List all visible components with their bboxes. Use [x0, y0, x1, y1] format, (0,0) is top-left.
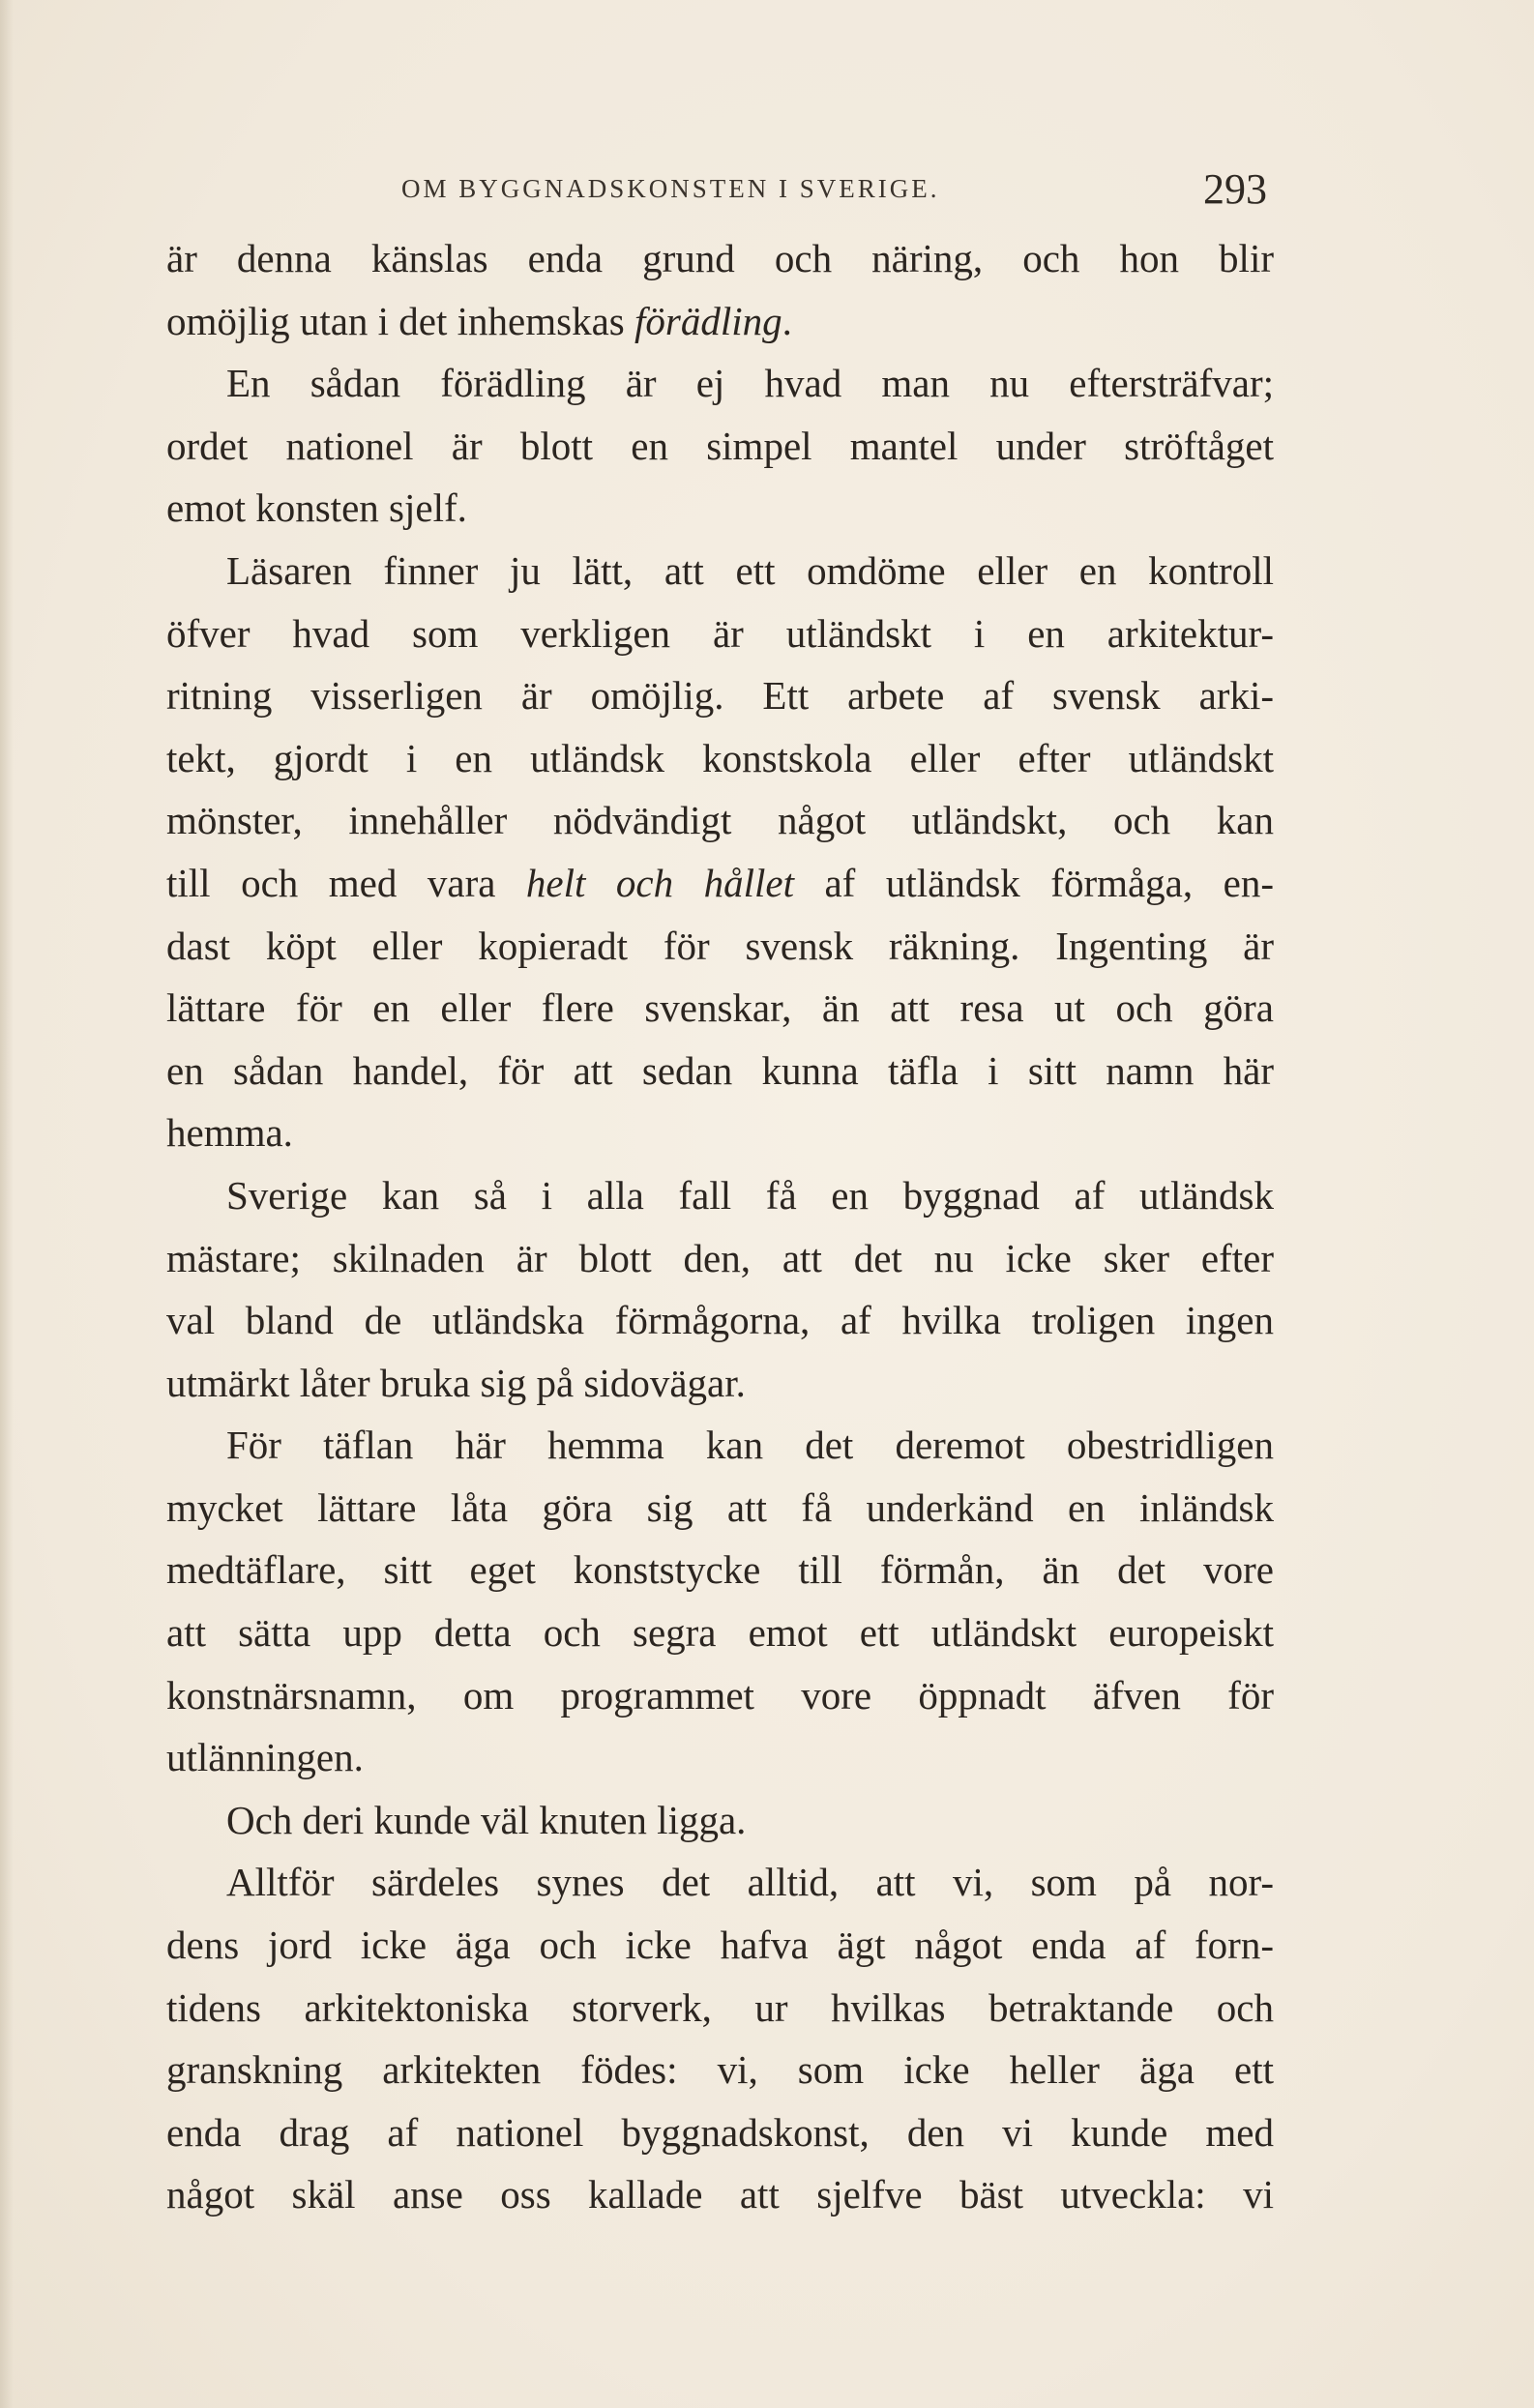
- text-span: För täflan här hemma kan det deremot obestridligen: [226, 1423, 1274, 1468]
- body-text: [166, 227, 1274, 2226]
- text-span: att sätta upp detta och segra emot ett utländskt europeiskt: [166, 1610, 1274, 1656]
- text-line: [166, 1977, 1274, 2040]
- text-span: konstnärsnamn, om programmet vore öppnadt äfven för: [166, 1672, 1274, 1718]
- text-span: är denna känslas enda grund och näring, och hon blir: [166, 236, 1274, 280]
- text-span: Alltför särdeles synes det alltid, att vi, som på nor-: [226, 1860, 1274, 1905]
- text-span: mycket lättare låta göra sig att få underkänd en inländsk: [166, 1484, 1274, 1530]
- text-span: omöjlig utan i det inhemskas: [166, 298, 634, 343]
- text-span: Läsaren finner ju lätt, att ett omdöme eller en kontroll: [226, 547, 1274, 593]
- text-span: granskning arkitekten födes: vi, som icke heller äga ett: [166, 2047, 1274, 2093]
- page-gutter-shadow: [0, 0, 14, 2408]
- text-span: en sådan handel, för att sedan kunna täfla i sitt namn här: [166, 1047, 1274, 1093]
- text-line: [166, 1101, 1274, 1164]
- running-title: OM BYGGNADSKONSTEN I SVERIGE.: [401, 174, 940, 203]
- text-line: [166, 2163, 1274, 2226]
- page-number: 293: [1203, 165, 1267, 213]
- text-line: [166, 1851, 1274, 1914]
- text-line: [166, 1601, 1274, 1664]
- text-span: hemma.: [166, 1110, 293, 1156]
- text-line: [166, 477, 1274, 540]
- text-line: [166, 2039, 1274, 2101]
- text-line: [166, 1227, 1274, 1290]
- text-line: [166, 1789, 1274, 1852]
- text-span: lättare för en eller flere svenskar, än att resa ut och göra: [166, 985, 1274, 1031]
- text-span: ritning visserligen är omöjlig. Ett arbete af svensk arki-: [166, 673, 1274, 719]
- text-line: [166, 664, 1274, 727]
- text-span: enda drag af nationel byggnadskonst, den vi kunde med: [166, 2109, 1274, 2155]
- text-span: En sådan förädling är ej hvad man nu eftersträfvar;: [226, 361, 1274, 406]
- text-line: [166, 1726, 1274, 1789]
- italic-phrase: förädling: [634, 298, 782, 343]
- text-span: dast köpt eller kopieradt för svensk räkning. Ingenting är: [166, 923, 1274, 968]
- text-span: öfver hvad som verkligen är utländskt i en arkitektur-: [166, 610, 1274, 656]
- text-line: [166, 1040, 1274, 1102]
- text-line: [166, 1352, 1274, 1415]
- text-span: tekt, gjordt i en utländsk konstskola eller efter utländskt: [166, 735, 1274, 780]
- text-span: Och deri kunde väl knuten ligga.: [226, 1797, 747, 1842]
- text-line: [166, 415, 1274, 478]
- text-line: [166, 2101, 1274, 2164]
- text-span: .: [782, 298, 792, 343]
- text-span: mästare; skilnaden är blott den, att det nu icke sker efter: [166, 1235, 1274, 1280]
- text-line: [166, 1664, 1274, 1727]
- text-span: mönster, innehåller nödvändigt något utländskt, och kan: [166, 798, 1274, 843]
- text-span: af utländsk förmåga, en-: [793, 860, 1274, 905]
- text-line: [166, 789, 1274, 852]
- text-line: [166, 290, 1274, 353]
- text-span: emot konsten sjelf.: [166, 485, 467, 531]
- text-span: val bland de utländska förmågorna, af hvilka troligen ingen: [166, 1298, 1274, 1343]
- text-line: [166, 915, 1274, 978]
- italic-phrase: helt och hållet: [525, 860, 794, 905]
- text-line: [166, 852, 1274, 915]
- text-line: [166, 540, 1274, 602]
- text-line: [166, 227, 1274, 290]
- text-span: medtäflare, sitt eget konststycke till förmån, än det vore: [166, 1547, 1274, 1593]
- text-span: Sverige kan så i alla fall få en byggnad af utländsk: [226, 1172, 1274, 1218]
- text-span: något skäl anse oss kallade att sjelfve bäst utveckla: vi: [166, 2172, 1274, 2217]
- text-line: [166, 352, 1274, 415]
- text-line: [166, 727, 1274, 790]
- text-line: [166, 1164, 1274, 1227]
- text-span: till och med vara: [166, 860, 526, 905]
- text-line: [166, 1289, 1274, 1352]
- text-span: utlänningen.: [166, 1735, 364, 1780]
- text-span: utmärkt låter bruka sig på sidovägar.: [166, 1360, 746, 1405]
- text-line: [166, 977, 1274, 1040]
- text-line: [166, 1477, 1274, 1540]
- text-line: [166, 1914, 1274, 1977]
- running-head: [169, 164, 1286, 213]
- text-span: dens jord icke äga och icke hafva ägt något enda af forn-: [166, 1923, 1274, 1968]
- text-span: tidens arkitektoniska storverk, ur hvilkas betraktande och: [166, 1984, 1274, 2030]
- text-line: [166, 1539, 1274, 1601]
- text-line: [166, 1414, 1274, 1477]
- text-span: ordet nationel är blott en simpel mantel under ströftåget: [166, 423, 1274, 468]
- text-line: [166, 602, 1274, 665]
